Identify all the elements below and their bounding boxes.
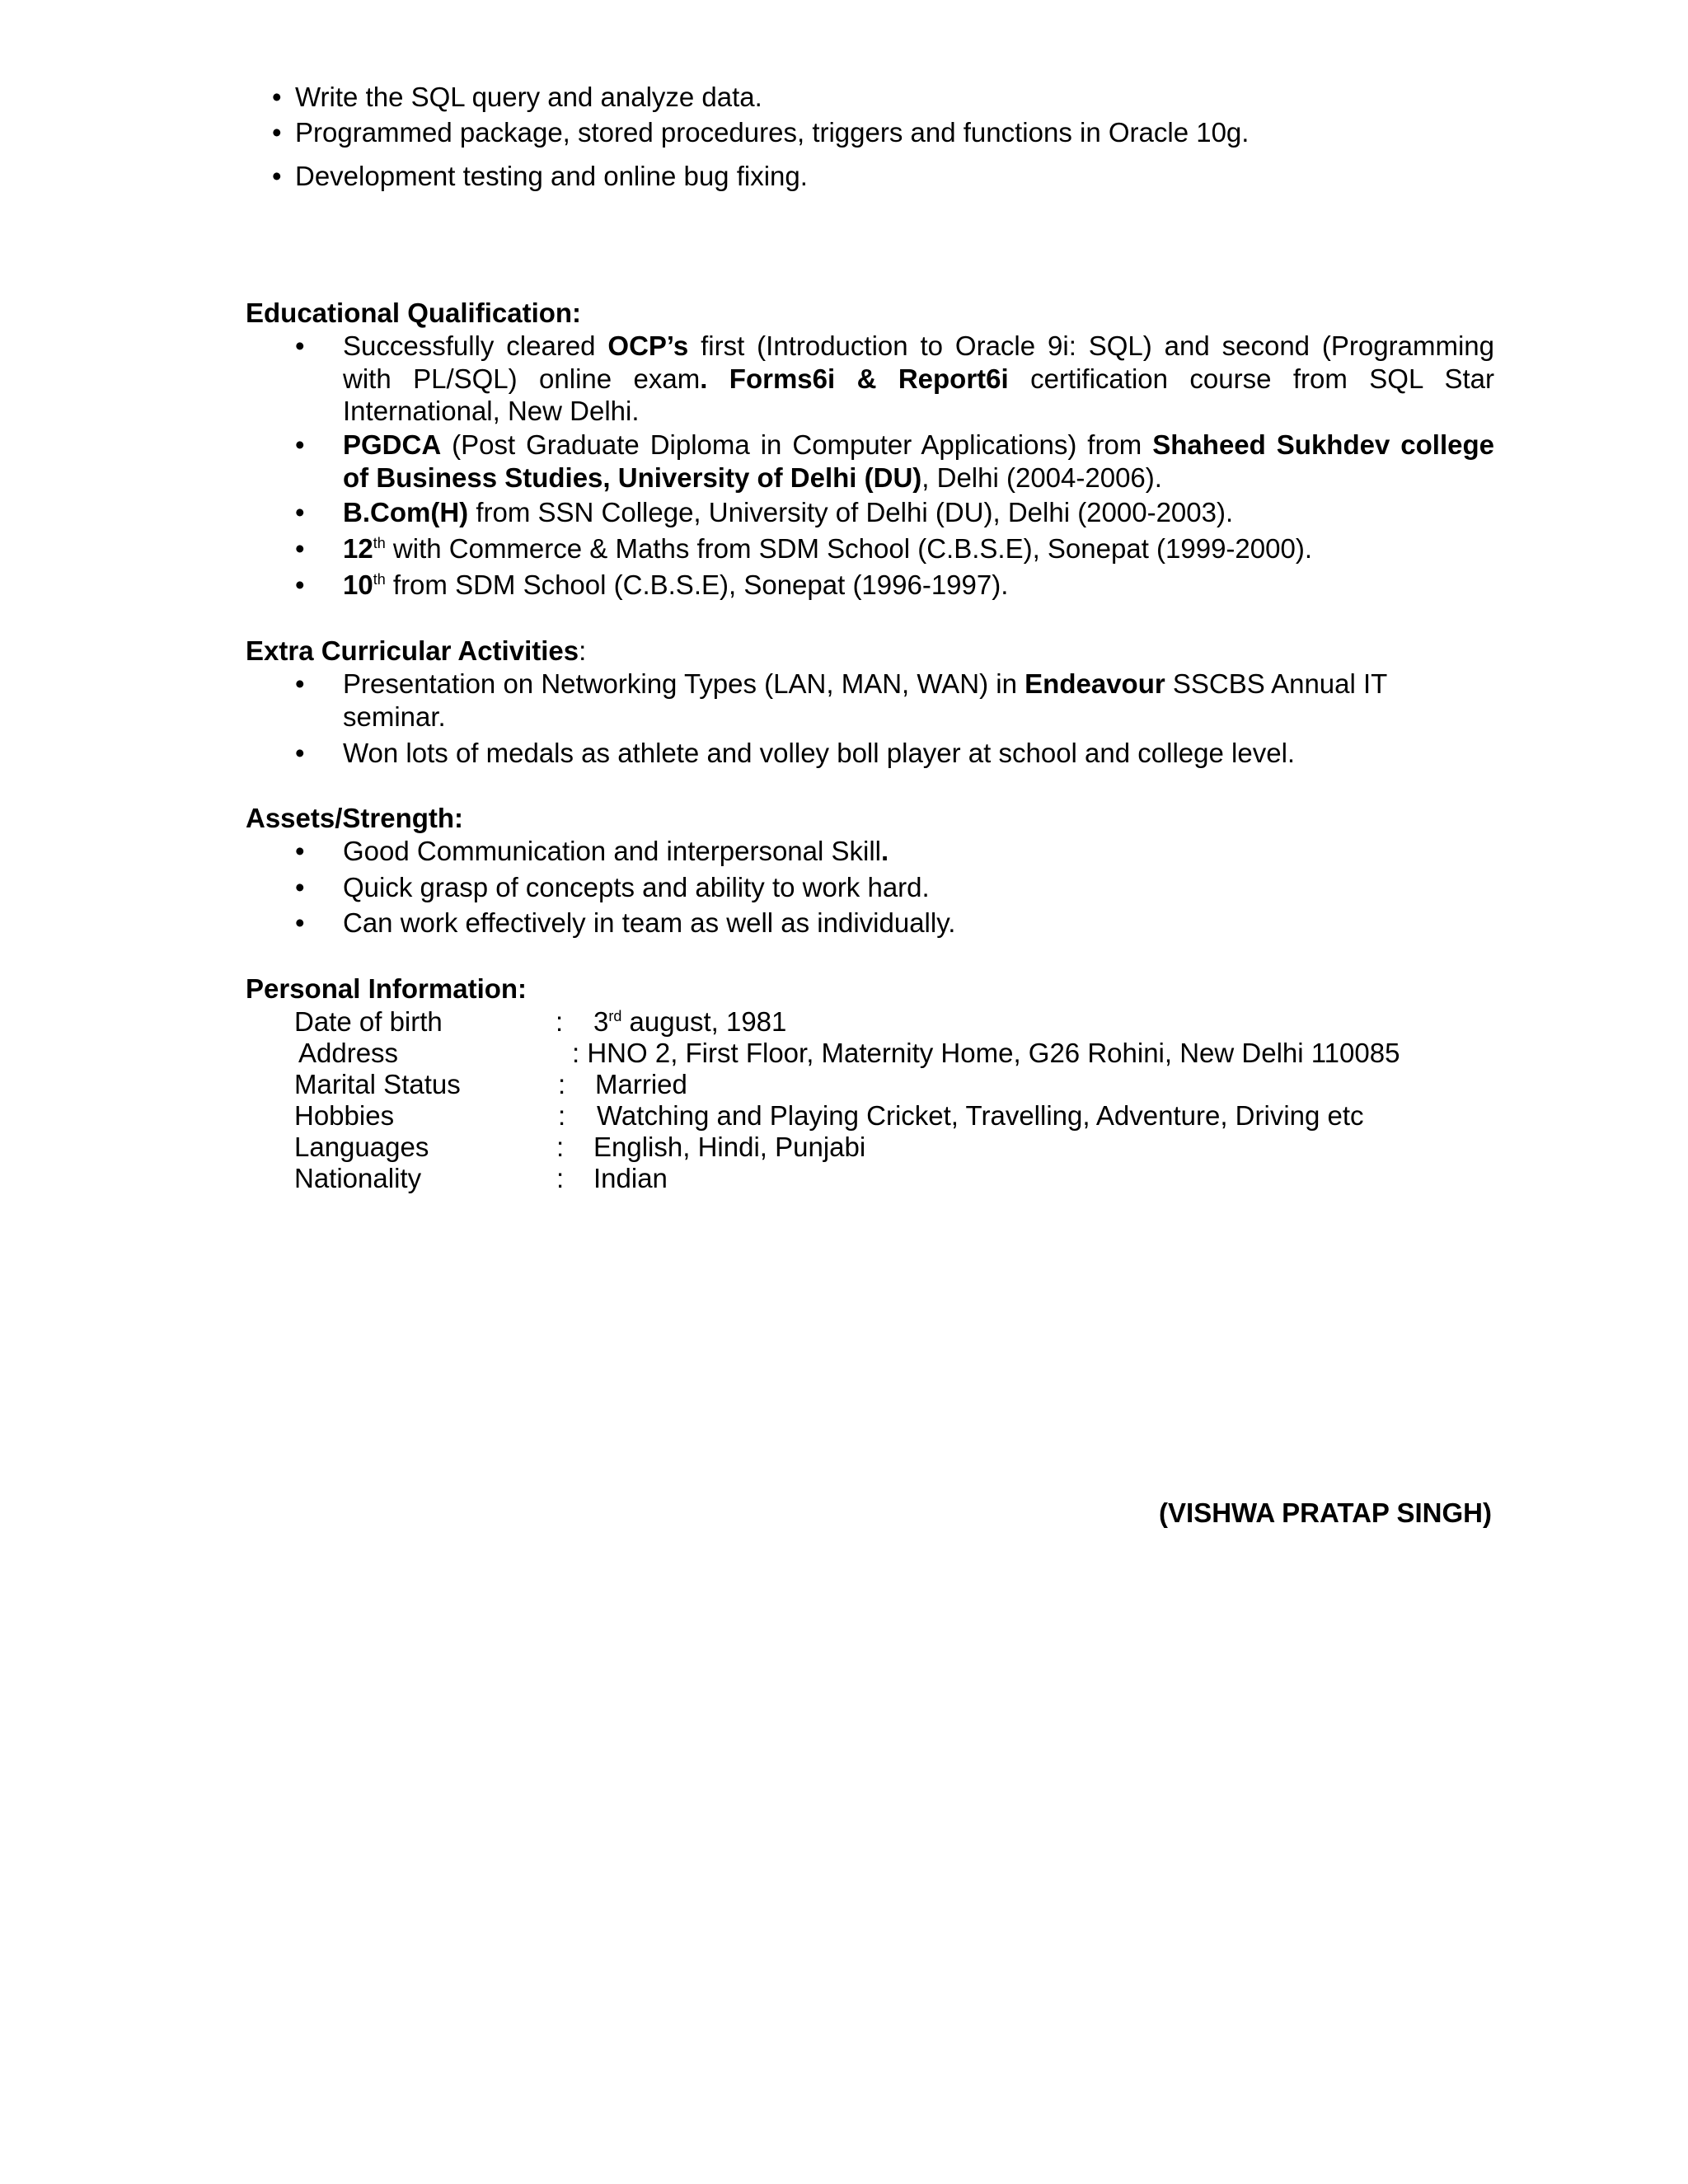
bullet-icon: • <box>295 872 305 902</box>
bullet-icon: • <box>295 533 305 564</box>
section-heading-assets: Assets/Strength: <box>246 803 464 833</box>
bullet-icon: • <box>295 569 305 600</box>
bullet-icon: • <box>272 82 282 112</box>
section-heading-extra-curricular: Extra Curricular Activities: <box>246 635 587 666</box>
list-item-text: Won lots of medals as athlete and volley boll player at school and college level. <box>343 738 1296 768</box>
colon: : <box>556 1006 564 1037</box>
nationality-value: Indian <box>593 1163 668 1193</box>
list-item-text: Write the SQL query and analyze data. <box>295 82 762 112</box>
signature-name: (VISHWA PRATAP SINGH) <box>1159 1497 1492 1528</box>
languages-value: English, Hindi, Punjabi <box>593 1132 866 1162</box>
section-heading-personal: Personal Information: <box>246 973 528 1004</box>
marital-value: Married <box>595 1069 687 1099</box>
address-label: Address <box>298 1038 399 1068</box>
languages-label: Languages <box>294 1132 429 1162</box>
list-item-text: 10th from SDM School (C.B.S.E), Sonepat (1996-1997). <box>343 569 1009 600</box>
nationality-label: Nationality <box>294 1163 422 1193</box>
list-item-text: Good Communication and interpersonal Skill. <box>343 836 889 866</box>
bullet-icon: • <box>295 668 305 699</box>
list-item-text: Can work effectively in team as well as individually. <box>343 907 956 938</box>
hobbies-value: Watching and Playing Cricket, Travelling, Adventure, Driving etc <box>597 1100 1364 1131</box>
dob-value: 3rd august, 1981 <box>593 1006 787 1037</box>
list-item-text: Successfully cleared OCP’s first (Introduction to Oracle 9i: SQL) and second (Programming with PL/SQL) online exam. Forms6i & Report6i certification course from SQL Star International, New Delhi. <box>343 330 1495 427</box>
section-heading-education: Educational Qualification: <box>246 298 582 328</box>
bullet-icon: • <box>272 161 282 191</box>
bullet-icon: • <box>272 117 282 148</box>
bullet-icon: • <box>295 738 305 768</box>
hobbies-label: Hobbies <box>294 1100 395 1131</box>
list-item-text: Programmed package, stored procedures, triggers and functions in Oracle 10g. <box>295 117 1250 148</box>
colon: : <box>558 1100 566 1131</box>
colon: : <box>556 1132 565 1162</box>
bullet-icon: • <box>295 429 305 460</box>
list-item-text: Presentation on Networking Types (LAN, MAN, WAN) in Endeavour SSCBS Annual IT seminar. <box>343 668 1388 732</box>
list-item-text: B.Com(H) from SSN College, University of Delhi (DU), Delhi (2000-2003). <box>343 497 1234 527</box>
marital-label: Marital Status <box>294 1069 461 1099</box>
list-item-text: PGDCA (Post Graduate Diploma in Computer Applications) from Shaheed Sukhdev college of Business Studies, University of Delhi (DU), Delhi (2004-2006). <box>343 429 1494 493</box>
address-value: : HNO 2, First Floor, Maternity Home, G26 Rohini, New Delhi 110085 <box>572 1038 1400 1068</box>
list-item-text: 12th with Commerce & Maths from SDM School (C.B.S.E), Sonepat (1999-2000). <box>343 533 1312 564</box>
bullet-icon: • <box>295 497 305 527</box>
list-item-text: Quick grasp of concepts and ability to work hard. <box>343 872 930 902</box>
bullet-icon: • <box>295 907 305 938</box>
colon: : <box>556 1163 565 1193</box>
bullet-icon: • <box>295 836 305 866</box>
colon: : <box>558 1069 566 1099</box>
bullet-icon: • <box>295 330 305 361</box>
dob-label: Date of birth <box>294 1006 443 1037</box>
list-item-text: Development testing and online bug fixing. <box>295 161 808 191</box>
